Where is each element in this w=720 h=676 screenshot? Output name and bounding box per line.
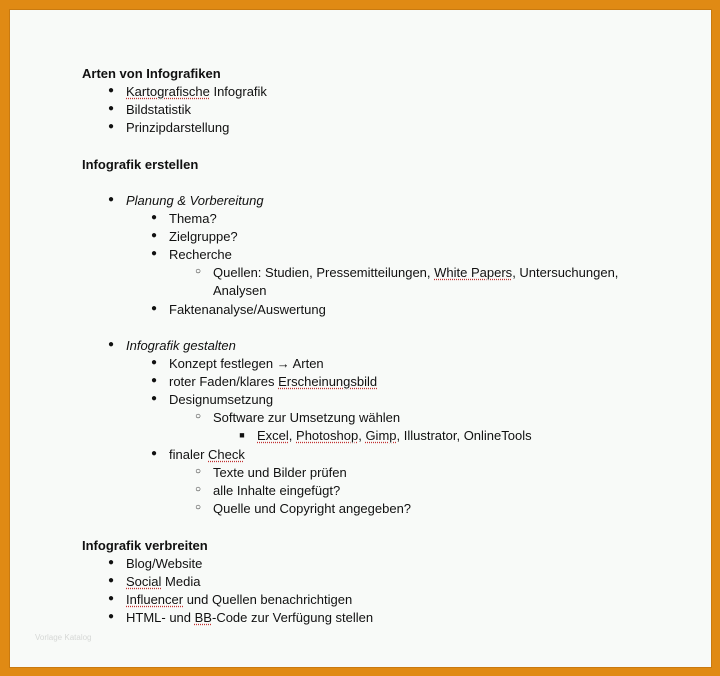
bullet-disc-icon: ●	[107, 121, 115, 132]
bullet-disc-icon: ●	[150, 248, 158, 259]
section-heading-erstellen: Infografik erstellen	[82, 157, 199, 172]
bullet-disc-icon: ●	[150, 357, 158, 368]
spellcheck-word: BB	[194, 610, 212, 625]
spellcheck-word: Erscheinungsbild	[278, 374, 378, 389]
spellcheck-word: Social	[126, 574, 162, 589]
bullet-disc-icon: ●	[107, 103, 115, 114]
spellcheck-word: Influencer	[126, 592, 184, 607]
spellcheck-word: Photoshop	[296, 428, 359, 443]
section-heading-arten: Arten von Infografiken	[82, 66, 221, 81]
bullet-disc-icon: ●	[150, 212, 158, 223]
bullet-disc-icon: ●	[150, 393, 158, 404]
bullet-disc-icon: ●	[107, 194, 115, 205]
bullet-disc-icon: ●	[150, 303, 158, 314]
bullet-disc-icon: ●	[150, 448, 158, 459]
spellcheck-word: Excel	[257, 428, 289, 443]
bullet-disc-icon: ●	[150, 375, 158, 386]
bullet-disc-icon: ●	[107, 557, 115, 568]
bullet-disc-icon: ●	[107, 611, 115, 622]
document-page: Arten von Infografiken ● Kartografische Infografik ● Bildstatistik ● Prinzipdarstellung Infografik erstellen ● Planung & Vorbereitung ● Thema? ● Zielgruppe? ● Recherche ○ Quellen: Studien, Pressemitteilungen, White Papers, Untersuchungen, Analysen ● Faktenanalyse/Auswertung ● Infografik gestalten ● Konzept festlegen → Arten ● roter Faden/klares Erscheinungsbild ● Designumsetzung ○ Software zur Umsetzung wählen ■ Excel, Photoshop, Gimp, Illustrator, OnlineTools ● finaler Check ○ Texte und Bilder prüfen ○ alle Inhalte eingefügt? ○ Quelle und Copyright angegeben? Infografik verbreiten ● Blog/Website ● Social Media ● Influencer und Quellen benachrichtigen ● HTML- und BB-Code zur Verfügung stellen Vorlage Katalog	[9, 9, 712, 668]
spellcheck-word: Gimp	[365, 428, 397, 443]
bullet-disc-icon: ●	[107, 593, 115, 604]
bullet-disc-icon: ●	[107, 85, 115, 96]
spellcheck-word: White Papers	[434, 265, 513, 280]
bullet-disc-icon: ●	[150, 230, 158, 241]
bullet-disc-icon: ●	[107, 339, 115, 350]
bullet-circle-icon: ○	[194, 502, 202, 513]
spellcheck-word: Kartografische	[126, 84, 210, 99]
bullet-square-icon: ■	[239, 430, 245, 440]
list-item-continuation: Analysen	[213, 283, 267, 298]
spellcheck-word: Check	[208, 447, 245, 462]
section-heading-verbreiten: Infografik verbreiten	[82, 538, 208, 553]
bullet-circle-icon: ○	[194, 484, 202, 495]
bullet-circle-icon: ○	[194, 411, 202, 422]
bullet-disc-icon: ●	[107, 575, 115, 586]
bullet-circle-icon: ○	[194, 466, 202, 477]
watermark: Vorlage Katalog	[35, 633, 92, 642]
bullet-circle-icon: ○	[194, 266, 202, 277]
